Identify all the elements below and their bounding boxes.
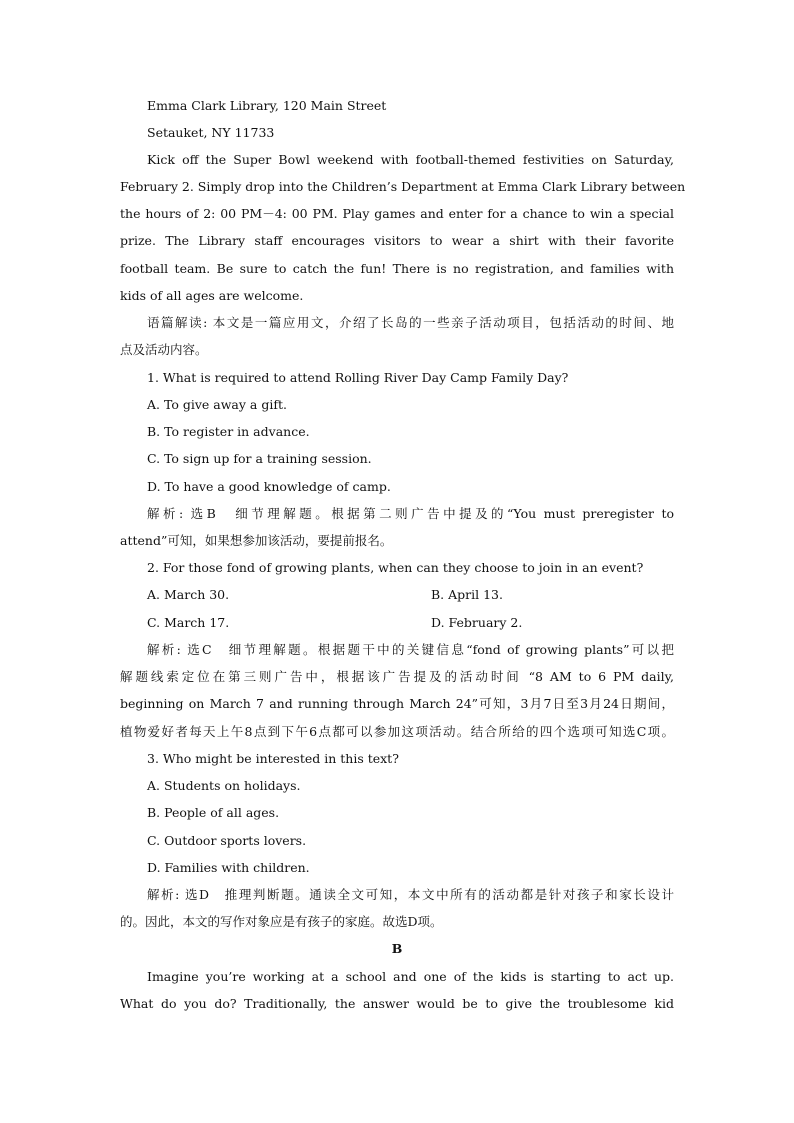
question-3-option-b: B. People of all ages. bbox=[147, 805, 280, 820]
paragraph-line: February 2. Simply drop into the Children’s Department at Emma Clark Library between bbox=[120, 179, 686, 194]
question-1-analysis: 解析: 选B 细节理解题。根据第二则广告中提及的“You must preregister to bbox=[147, 506, 674, 521]
question-2-analysis: 解题线索定位在第三则广告中，根据该广告提及的活动时间 “8 AM to 6 PM daily, bbox=[120, 669, 674, 684]
question-3-option-c: C. Outdoor sports lovers. bbox=[147, 833, 307, 848]
question-2-analysis: 植物爱好者每天上午8点到下午6点都可以参加这项活动。结合所给的四个选项可知选C项。 bbox=[120, 724, 674, 739]
section-heading: B bbox=[391, 941, 403, 956]
paragraph-line: Kick off the Super Bowl weekend with football-themed festivities on Saturday, bbox=[147, 152, 674, 167]
question-3-analysis: 解析: 选D 推理判断题。通读全文可知，本文中所有的活动都是针对孩子和家长设计 bbox=[147, 887, 674, 902]
question-2-option-d: D. February 2. bbox=[431, 615, 523, 630]
summary-line: 点及活动内容。 bbox=[120, 342, 208, 357]
address-line-1: Emma Clark Library, 120 Main Street bbox=[147, 98, 387, 113]
question-3-analysis: 的。因此，本文的写作对象应是有孩子的家庭。故选D项。 bbox=[120, 914, 443, 929]
question-1-option-a: A. To give away a gift. bbox=[147, 397, 287, 412]
paragraph-line: football team. Be sure to catch the fun! There is no registration, and families with bbox=[120, 261, 674, 276]
paragraph-line: kids of all ages are welcome. bbox=[120, 288, 304, 303]
question-2-option-a: A. March 30. bbox=[147, 587, 230, 602]
address-line-2: Setauket, NY 11733 bbox=[147, 125, 275, 140]
question-1-option-b: B. To register in advance. bbox=[147, 424, 310, 439]
question-2-analysis: beginning on March 7 and running through March 24”可知，3月7日至3月24日期间， bbox=[120, 696, 674, 711]
paragraph-line: the hours of 2: 00 PM－4: 00 PM. Play games and enter for a chance to win a special bbox=[120, 206, 674, 221]
paragraph-line: What do you do? Traditionally, the answer would be to give the troublesome kid bbox=[120, 996, 674, 1011]
summary-line: 语篇解读: 本文是一篇应用文，介绍了长岛的一些亲子活动项目，包括活动的时间、地 bbox=[147, 315, 674, 330]
question-1-stem: 1. What is required to attend Rolling River Day Camp Family Day? bbox=[147, 370, 569, 385]
question-1-analysis: attend”可知，如果想参加该活动，要提前报名。 bbox=[120, 533, 393, 548]
question-1-option-c: C. To sign up for a training session. bbox=[147, 451, 372, 466]
question-3-option-a: A. Students on holidays. bbox=[147, 778, 301, 793]
paragraph-line: prize. The Library staff encourages visitors to wear a shirt with their favorite bbox=[120, 233, 674, 248]
question-3-option-d: D. Families with children. bbox=[147, 860, 310, 875]
question-1-option-d: D. To have a good knowledge of camp. bbox=[147, 479, 391, 494]
paragraph-line: Imagine you’re working at a school and one of the kids is starting to act up. bbox=[147, 969, 674, 984]
question-3-stem: 3. Who might be interested in this text? bbox=[147, 751, 399, 766]
question-2-stem: 2. For those fond of growing plants, when can they choose to join in an event? bbox=[147, 560, 644, 575]
question-2-analysis: 解析: 选C 细节理解题。根据题干中的关键信息“fond of growing plants”可以把 bbox=[147, 642, 674, 657]
question-2-option-c: C. March 17. bbox=[147, 615, 230, 630]
question-2-option-b: B. April 13. bbox=[431, 587, 503, 602]
